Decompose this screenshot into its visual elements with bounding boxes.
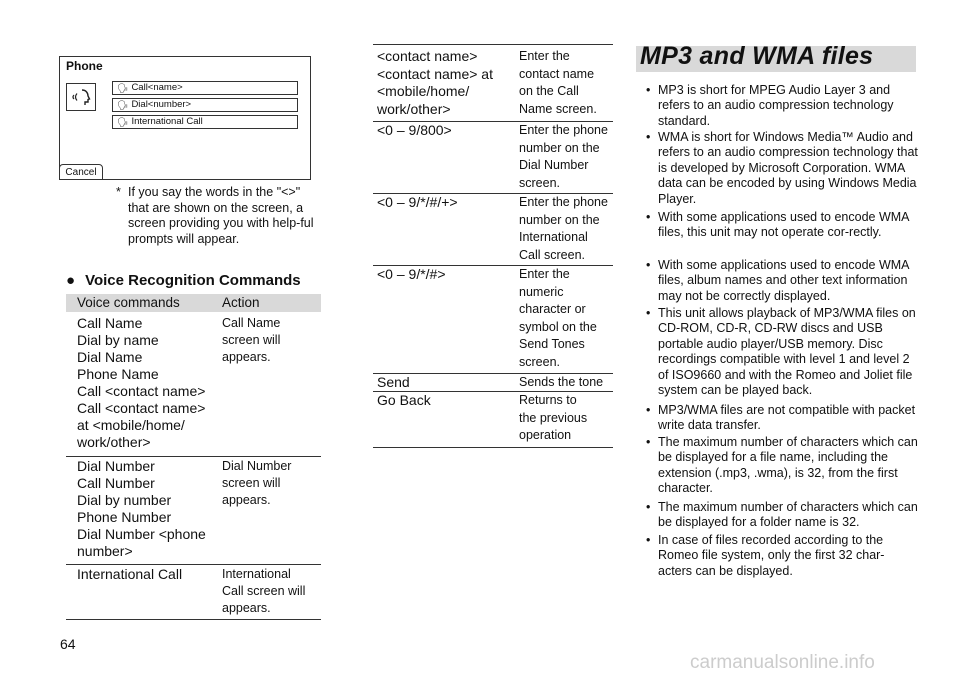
footnote <box>116 185 316 247</box>
speaking-head-icon <box>70 87 92 107</box>
row-divider <box>66 456 321 457</box>
voice-option-icon: 🗣 <box>117 100 129 110</box>
voice-recognition-icon <box>66 83 96 111</box>
list-item-text: This unit allows playback of MP3/WMA files on CD-ROM, CD-R, CD-RW discs and USB portable audio player/USB memory. Disc recordings compatible with level 1 and level 2 of ISO9660 and with the Romeo and Joliet file system can be played back. <box>658 306 916 398</box>
section-bullet: ● <box>66 272 76 289</box>
bullet: • <box>646 533 651 547</box>
table-header <box>66 294 321 312</box>
bullet: • <box>646 130 651 144</box>
phone-screen-title: Phone <box>66 59 103 73</box>
table-row-command: <0 – 9/*/#> <box>377 266 446 282</box>
list-item <box>646 306 918 398</box>
table-row-command: <contact name> <contact name> at <mobile/home/ work/other> <box>377 48 493 117</box>
list-item <box>646 210 918 241</box>
table-row-command: <0 – 9/*/#/+> <box>377 194 458 210</box>
voice-option-icon: 🗣 <box>117 83 129 93</box>
table-bottom-rule <box>373 447 613 448</box>
watermark: carmanualsonline.info <box>690 652 875 673</box>
option-international-call[interactable] <box>112 115 298 129</box>
table-row-action: Returns to the previous operation <box>519 393 588 442</box>
list-item <box>646 435 918 497</box>
header-voice-commands: Voice commands <box>77 295 180 310</box>
bullet: • <box>646 258 651 272</box>
table-row-command: <0 – 9/800> <box>377 122 452 138</box>
bullet: • <box>646 83 651 97</box>
table-row-command: International Call <box>77 566 183 582</box>
list-item-text: The maximum number of characters which can be displayed for a file name, including the extension (.mp3, .wma), is 32, from the first character. <box>658 435 918 496</box>
table-row-action: Enter the phone number on the International Call screen. <box>519 195 608 262</box>
bullet: • <box>646 500 651 514</box>
list-item <box>646 130 918 207</box>
list-item <box>646 500 918 531</box>
list-item-text: MP3 is short for MPEG Audio Layer 3 and refers to an audio compression technology standard. <box>658 83 894 128</box>
row-divider <box>66 619 321 620</box>
list-item <box>646 258 918 304</box>
list-item-text: With some applications used to encode WMA files, this unit may not operate cor-rectly. <box>658 210 909 240</box>
page-number: 64 <box>60 636 76 652</box>
option-label: Dial<number> <box>131 99 192 110</box>
bullet: • <box>646 210 651 224</box>
list-item <box>646 403 918 434</box>
voice-option-icon: 🗣 <box>117 117 129 127</box>
list-item-text: With some applications used to encode WMA files, album names and other text information may not be correctly displayed. <box>658 258 909 303</box>
table-row-action: Enter the phone number on the Dial Number screen. <box>519 123 608 190</box>
section-title <box>66 272 301 289</box>
table-top-rule <box>373 44 613 45</box>
bullet: • <box>646 403 651 417</box>
list-item <box>646 533 918 579</box>
list-item-text: WMA is short for Windows Media™ Audio and refers to an audio compression technology that is developed by Microsoft Corporation. WMA data can be encoded by using Windows Media Player. <box>658 130 918 206</box>
header-action: Action <box>222 295 260 310</box>
option-label: Call<name> <box>131 82 183 93</box>
table-row-action: Enter the numeric character or symbol on the Send Tones screen. <box>519 267 597 369</box>
table-row-command: Go Back <box>377 392 431 408</box>
list-item-text: The maximum number of characters which can be displayed for a folder name is 32. <box>658 500 918 530</box>
table-row-command: Send <box>377 374 410 390</box>
table-row-action: Sends the tone <box>519 375 604 389</box>
list-item <box>646 83 918 129</box>
option-dial-number[interactable] <box>112 98 298 112</box>
table-row-action: Call Name screen will appears. <box>222 316 281 364</box>
section-title-text: Voice Recognition Commands <box>85 272 301 289</box>
table-row-action: International Call screen will appears. <box>222 567 306 615</box>
table-row-command: Dial Number Call Number Dial by number Phone Number Dial Number <phone number> <box>77 458 206 559</box>
row-divider <box>66 564 321 565</box>
footnote-text: If you say the words in the "<>" that are shown on the screen, a screen providing you with help-ful prompts will appear. <box>128 185 314 246</box>
footnote-marker: * <box>116 185 121 199</box>
list-item-text: MP3/WMA files are not compatible with packet write data transfer. <box>658 403 916 433</box>
list-item-text: In case of files recorded according to the Romeo file system, only the first 32 char-acters can be displayed. <box>658 533 885 578</box>
cancel-button[interactable]: Cancel <box>59 164 103 180</box>
option-call-name[interactable] <box>112 81 298 95</box>
page-title: MP3 and WMA files <box>640 42 874 70</box>
table-row-command: Call Name Dial by name Dial Name Phone Name Call <contact name> Call <contact name> at <mobile/home/ work/other> <box>77 315 206 450</box>
table-row-action: Dial Number screen will appears. <box>222 459 292 507</box>
bullet: • <box>646 435 651 449</box>
bullet: • <box>646 306 651 320</box>
table-row-action: Enter the contact name on the Call Name screen. <box>519 49 597 116</box>
option-label: International Call <box>131 116 203 127</box>
